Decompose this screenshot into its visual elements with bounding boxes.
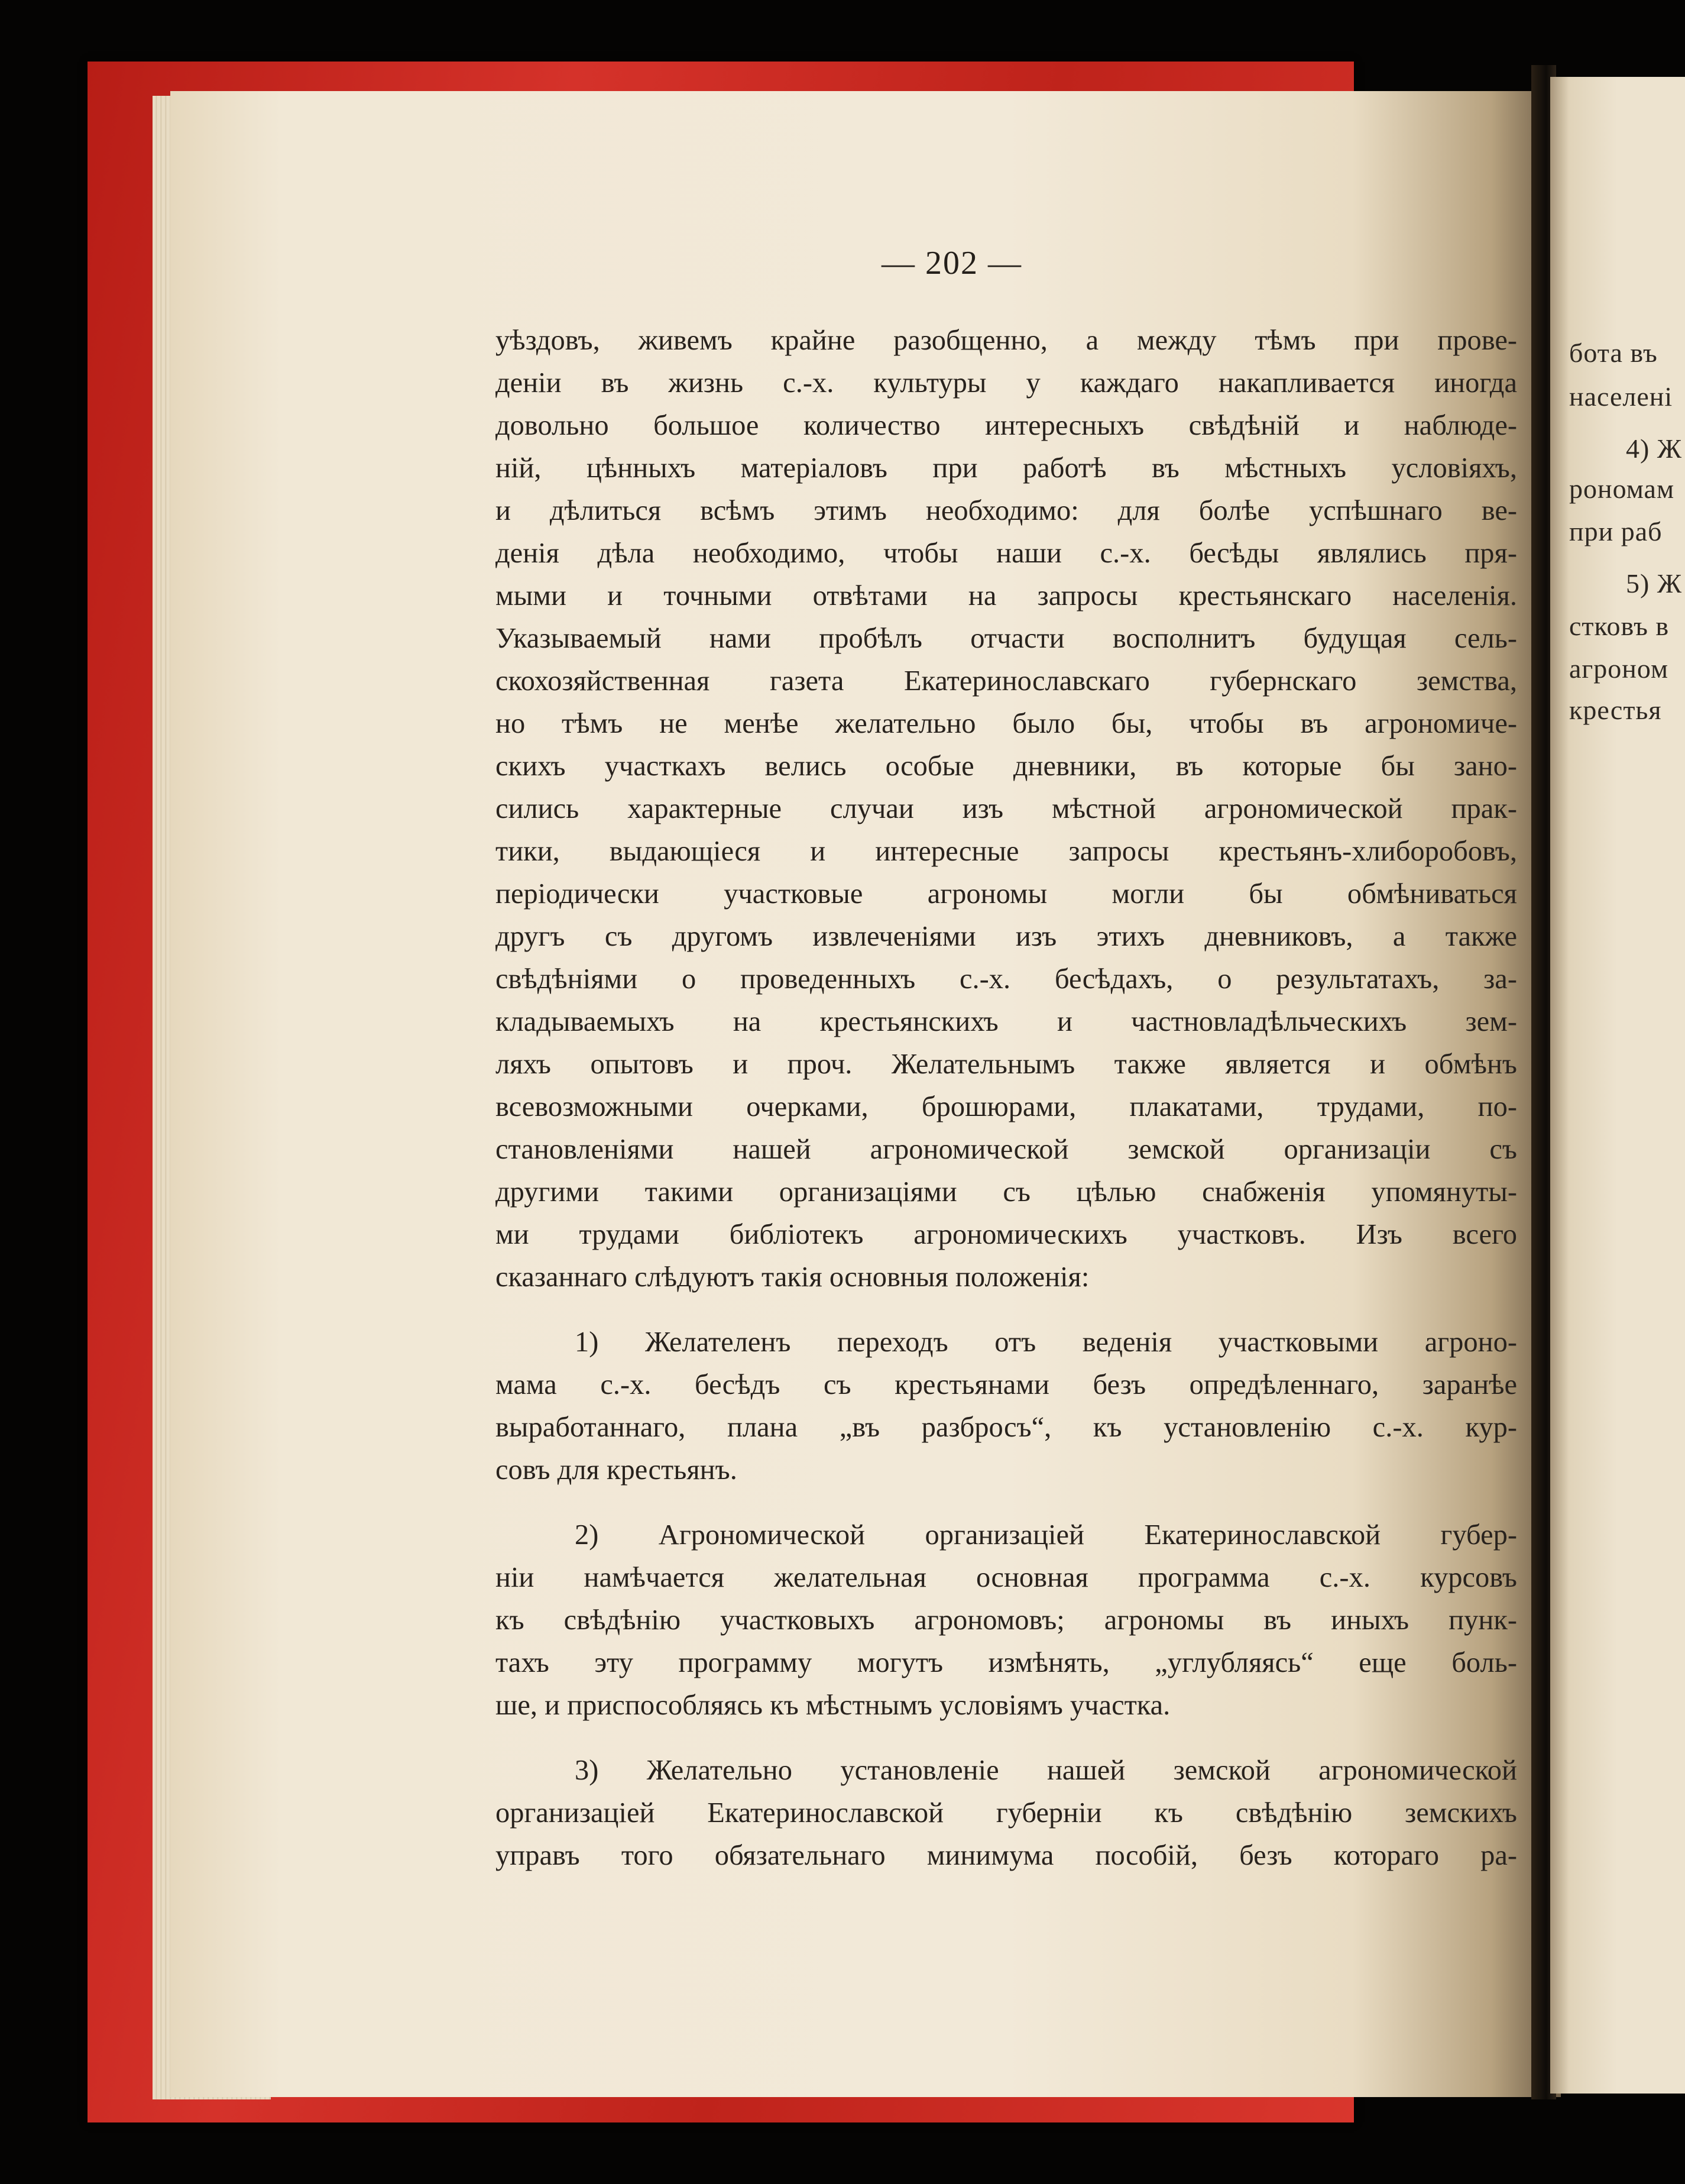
text-line: становленіями нашей агрономической земской организаціи съ	[495, 1134, 1517, 1165]
text-line: сказаннаго слѣдуютъ такія основныя положенія:	[495, 1261, 1090, 1293]
text-line: свѣдѣніями о проведенныхъ с.-х. бесѣдахъ, о результатахъ, за-	[495, 963, 1517, 995]
body-text	[495, 319, 1517, 1877]
text-line: всевозможными очерками, брошюрами, плакатами, трудами, по-	[495, 1091, 1517, 1122]
text-line: другъ съ другомъ извлеченіями изъ этихъ дневниковъ, а также	[495, 921, 1517, 952]
facing-line: 5) Ж	[1626, 568, 1683, 598]
list-item-3-line: управъ того обязательнаго минимума пособій, безъ котораго ра-	[495, 1840, 1517, 1871]
page-number: — 202 —	[882, 245, 1022, 282]
text-line: періодически участковые агрономы могли бы обмѣниваться	[495, 878, 1517, 910]
facing-line: 4) Ж	[1626, 433, 1683, 464]
facing-line: при раб	[1569, 516, 1663, 546]
list-item-2-line: къ свѣдѣнію участковыхъ агрономовъ; агрономы въ иныхъ пунк-	[495, 1604, 1517, 1636]
text-line: ній, цѣнныхъ матеріаловъ при работѣ въ мѣстныхъ условіяхъ,	[495, 452, 1517, 484]
facing-line: агроном	[1569, 653, 1669, 684]
list-item-2-line: 2) Агрономической организаціей Екатеринославской губер-	[575, 1519, 1517, 1551]
text-line: скихъ участкахъ велись особые дневники, въ которые бы зано-	[495, 750, 1517, 782]
text-line: мыми и точными отвѣтами на запросы крестьянскаго населенія.	[495, 580, 1517, 611]
text-line: но тѣмъ не менѣе желательно было бы, чтобы въ агрономиче-	[495, 708, 1517, 739]
text-line: Указываемый нами пробѣлъ отчасти восполнитъ будущая сель-	[495, 623, 1517, 654]
list-item-1-line: выработаннаго, плана „въ разбросъ“, къ установленію с.-х. кур-	[495, 1412, 1517, 1443]
text-line: сились характерные случаи изъ мѣстной агрономической прак-	[495, 793, 1517, 824]
text-line: кладываемыхъ на крестьянскихъ и частновладѣльческихъ зем-	[495, 1006, 1517, 1037]
text-line: ляхъ опытовъ и проч. Желательнымъ также является и обмѣнъ	[495, 1049, 1517, 1080]
text-line: тики, выдающіеся и интересные запросы крестьянъ-хлиборобовъ,	[495, 836, 1517, 867]
text-line: уѣздовъ, живемъ крайне разобщенно, а между тѣмъ при прове-	[495, 325, 1517, 356]
list-item-3-line: 3) Желательно установленіе нашей земской агрономической	[575, 1755, 1517, 1786]
list-item-2-line: ніи намѣчается желательная основная программа с.-х. курсовъ	[495, 1562, 1517, 1593]
list-item-2-line: ше, и приспособляясь къ мѣстнымъ условіямъ участка.	[495, 1690, 1171, 1721]
text-line: ми трудами библіотекъ агрономическихъ участковъ. Изъ всего	[495, 1219, 1517, 1250]
text-line: денія дѣла необходимо, чтобы наши с.-х. бесѣды являлись пря-	[495, 538, 1517, 569]
facing-line: стковъ в	[1569, 611, 1670, 641]
text-line: довольно большое количество интересныхъ свѣдѣній и наблюде-	[495, 410, 1517, 441]
facing-line: населені	[1569, 381, 1673, 412]
list-item-1-line: мама с.-х. бесѣдъ съ крестьянами безъ опредѣленнаго, заранѣе	[495, 1369, 1517, 1400]
text-line: деніи въ жизнь с.-х. культуры у каждаго накапливается иногда	[495, 367, 1517, 399]
facing-line: крестья	[1569, 695, 1662, 725]
text-line: скохозяйственная газета Екатеринославскаго губернскаго земства,	[495, 665, 1517, 697]
list-item-2-line: тахъ эту программу могутъ измѣнять, „углубляясь“ еще боль-	[495, 1647, 1517, 1678]
list-item-1-line: совъ для крестьянъ.	[495, 1454, 737, 1486]
list-item-1-line: 1) Желателенъ переходъ отъ веденія участковыми агроно-	[575, 1326, 1517, 1358]
facing-line: рономам	[1569, 474, 1675, 504]
facing-line: бота въ	[1569, 338, 1658, 368]
facing-page	[1550, 77, 1685, 2094]
text-line: другими такими организаціями съ цѣлью снабженія упомянуты-	[495, 1176, 1517, 1208]
text-line: и дѣлиться всѣмъ этимъ необходимо: для болѣе успѣшнаго ве-	[495, 495, 1517, 526]
list-item-3-line: организаціей Екатеринославской губерніи къ свѣдѣнію земскихъ	[495, 1797, 1517, 1829]
